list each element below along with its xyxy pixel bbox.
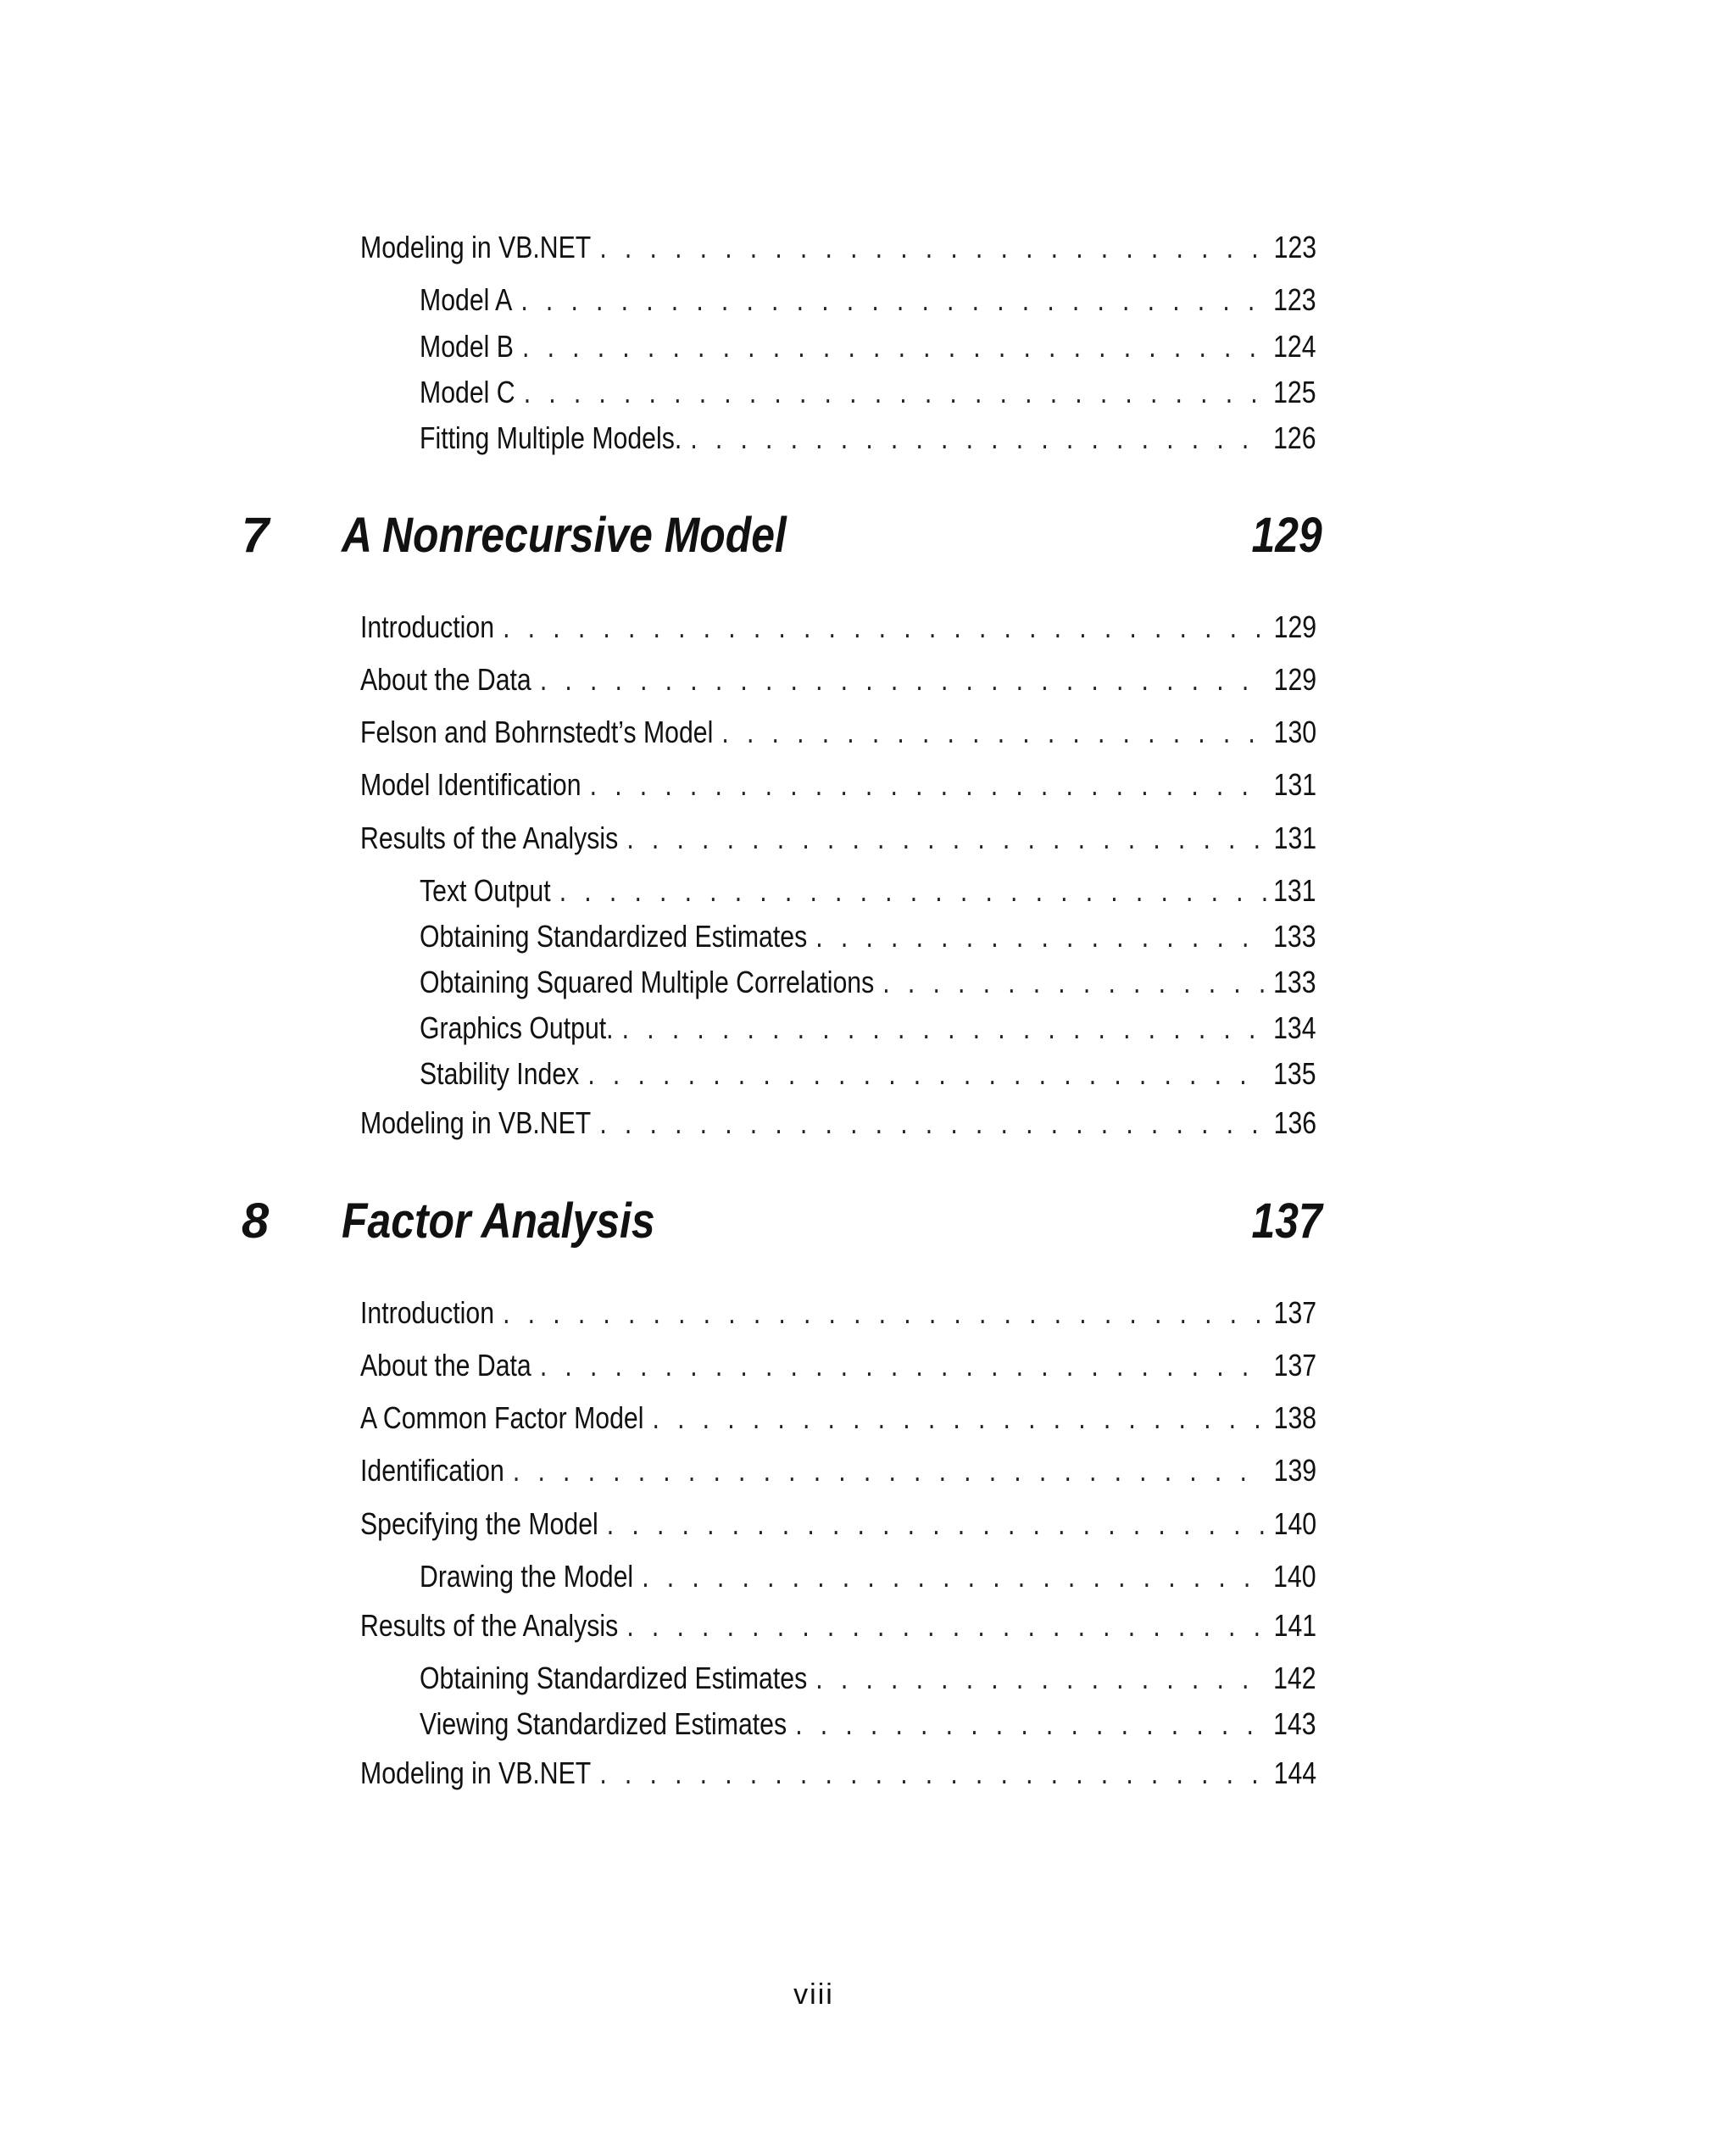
entry-page: 134 bbox=[1273, 1010, 1316, 1045]
entry-page: 135 bbox=[1273, 1056, 1316, 1091]
entry-title: Fitting Multiple Models. bbox=[420, 420, 682, 455]
dot-leader bbox=[690, 419, 1266, 458]
entry-page: 143 bbox=[1273, 1706, 1316, 1741]
toc-entry bbox=[360, 1104, 1316, 1143]
dot-leader bbox=[815, 917, 1266, 956]
toc-entry bbox=[360, 713, 1316, 752]
entry-title: Results of the Analysis bbox=[360, 1608, 619, 1643]
chapter-page: 129 bbox=[1251, 508, 1322, 563]
entry-page: 133 bbox=[1273, 919, 1316, 954]
dot-leader bbox=[540, 1346, 1266, 1385]
entry-page: 126 bbox=[1273, 420, 1316, 455]
entry-page: 142 bbox=[1273, 1661, 1316, 1695]
entry-title: A Common Factor Model bbox=[360, 1400, 644, 1435]
entry-page: 140 bbox=[1273, 1559, 1316, 1594]
entry-title: Introduction bbox=[360, 1295, 495, 1330]
chapter-number: 8 bbox=[242, 1193, 270, 1249]
entry-page: 141 bbox=[1273, 1608, 1317, 1643]
entry-page: 123 bbox=[1273, 282, 1316, 317]
dot-leader bbox=[882, 963, 1266, 1002]
chapter-heading bbox=[242, 505, 1322, 566]
dot-leader bbox=[587, 1054, 1266, 1093]
toc-entry bbox=[360, 765, 1316, 804]
toc-subentry bbox=[420, 1009, 1316, 1048]
toc-subentry bbox=[420, 327, 1316, 366]
entry-title: Specifying the Model bbox=[360, 1506, 598, 1541]
dot-leader bbox=[522, 327, 1266, 366]
entry-page: 131 bbox=[1273, 767, 1317, 802]
toc-entry bbox=[360, 608, 1316, 647]
toc-entry bbox=[360, 1346, 1316, 1385]
toc-subentry bbox=[420, 419, 1316, 458]
dot-leader bbox=[513, 1451, 1266, 1490]
dot-leader bbox=[599, 228, 1266, 267]
dot-leader bbox=[524, 373, 1266, 412]
page-number: viii bbox=[793, 1978, 834, 2011]
toc-subentry bbox=[420, 963, 1316, 1002]
entry-title: Modeling in VB.NET bbox=[360, 230, 592, 264]
toc-subentry bbox=[420, 1659, 1316, 1698]
entry-title: Felson and Bohrnstedt’s Model bbox=[360, 715, 714, 749]
entry-page: 137 bbox=[1273, 1348, 1317, 1383]
entry-title: Drawing the Model bbox=[420, 1559, 634, 1594]
entry-page: 133 bbox=[1273, 965, 1316, 999]
chapter-number: 7 bbox=[242, 508, 270, 563]
entry-title: Model B bbox=[420, 329, 514, 364]
entry-title: Obtaining Standardized Estimates bbox=[420, 1661, 808, 1695]
entry-page: 144 bbox=[1273, 1755, 1317, 1790]
toc-entry bbox=[360, 819, 1316, 858]
entry-title: Stability Index bbox=[420, 1056, 580, 1091]
toc-entry bbox=[360, 660, 1316, 699]
dot-leader bbox=[503, 608, 1266, 647]
entry-title: Model A bbox=[420, 282, 513, 317]
entry-page: 131 bbox=[1273, 873, 1316, 908]
toc-entry bbox=[360, 1451, 1316, 1490]
entry-page: 125 bbox=[1273, 375, 1316, 409]
chapter-title: A Nonrecursive Model bbox=[342, 508, 787, 563]
toc-subentry bbox=[420, 373, 1316, 412]
toc-entry bbox=[360, 1606, 1316, 1645]
dot-leader bbox=[503, 1294, 1266, 1333]
chapter-heading bbox=[242, 1191, 1322, 1252]
toc-subentry bbox=[420, 281, 1316, 320]
entry-page: 123 bbox=[1273, 230, 1317, 264]
entry-title: About the Data bbox=[360, 1348, 531, 1383]
chapter-title: Factor Analysis bbox=[342, 1193, 655, 1249]
entry-title: Results of the Analysis bbox=[360, 821, 619, 855]
entry-page: 139 bbox=[1273, 1453, 1317, 1488]
entry-title: Identification bbox=[360, 1453, 504, 1488]
dot-leader bbox=[642, 1557, 1266, 1596]
toc-entry bbox=[360, 1754, 1316, 1793]
toc-entry bbox=[360, 1294, 1316, 1333]
toc-subentry bbox=[420, 1557, 1316, 1596]
entry-page: 138 bbox=[1273, 1400, 1317, 1435]
entry-title: Model C bbox=[420, 375, 515, 409]
dot-leader bbox=[626, 819, 1266, 858]
dot-leader bbox=[559, 871, 1266, 910]
entry-page: 136 bbox=[1273, 1105, 1317, 1140]
entry-title: Obtaining Standardized Estimates bbox=[420, 919, 808, 954]
dot-leader bbox=[622, 1009, 1266, 1048]
toc-entry bbox=[360, 1399, 1316, 1438]
toc-subentry bbox=[420, 917, 1316, 956]
dot-leader bbox=[626, 1606, 1266, 1645]
entry-page: 129 bbox=[1273, 662, 1317, 697]
entry-page: 137 bbox=[1273, 1295, 1317, 1330]
toc-entry bbox=[360, 228, 1316, 267]
entry-title: Text Output bbox=[420, 873, 551, 908]
chapter-page: 137 bbox=[1251, 1193, 1322, 1249]
toc-subentry bbox=[420, 871, 1316, 910]
entry-page: 140 bbox=[1273, 1506, 1317, 1541]
entry-title: Modeling in VB.NET bbox=[360, 1105, 592, 1140]
dot-leader bbox=[599, 1754, 1266, 1793]
dot-leader bbox=[520, 281, 1266, 320]
entry-page: 130 bbox=[1273, 715, 1317, 749]
dot-leader bbox=[599, 1104, 1266, 1143]
entry-title: Model Identification bbox=[360, 767, 581, 802]
dot-leader bbox=[590, 765, 1267, 804]
entry-title: Viewing Standardized Estimates bbox=[420, 1706, 787, 1741]
dot-leader bbox=[607, 1505, 1266, 1544]
entry-title: Graphics Output. bbox=[420, 1010, 614, 1045]
entry-page: 124 bbox=[1273, 329, 1316, 364]
dot-leader bbox=[540, 660, 1266, 699]
entry-title: Obtaining Squared Multiple Correlations bbox=[420, 965, 875, 999]
toc-entry bbox=[360, 1505, 1316, 1544]
toc-subentry bbox=[420, 1705, 1316, 1744]
entry-title: Modeling in VB.NET bbox=[360, 1755, 592, 1790]
entry-title: About the Data bbox=[360, 662, 531, 697]
dot-leader bbox=[721, 713, 1266, 752]
dot-leader bbox=[815, 1659, 1266, 1698]
dot-leader bbox=[653, 1399, 1267, 1438]
entry-page: 131 bbox=[1273, 821, 1317, 855]
entry-title: Introduction bbox=[360, 609, 495, 644]
toc-subentry bbox=[420, 1054, 1316, 1093]
entry-page: 129 bbox=[1273, 609, 1317, 644]
dot-leader bbox=[795, 1705, 1266, 1744]
